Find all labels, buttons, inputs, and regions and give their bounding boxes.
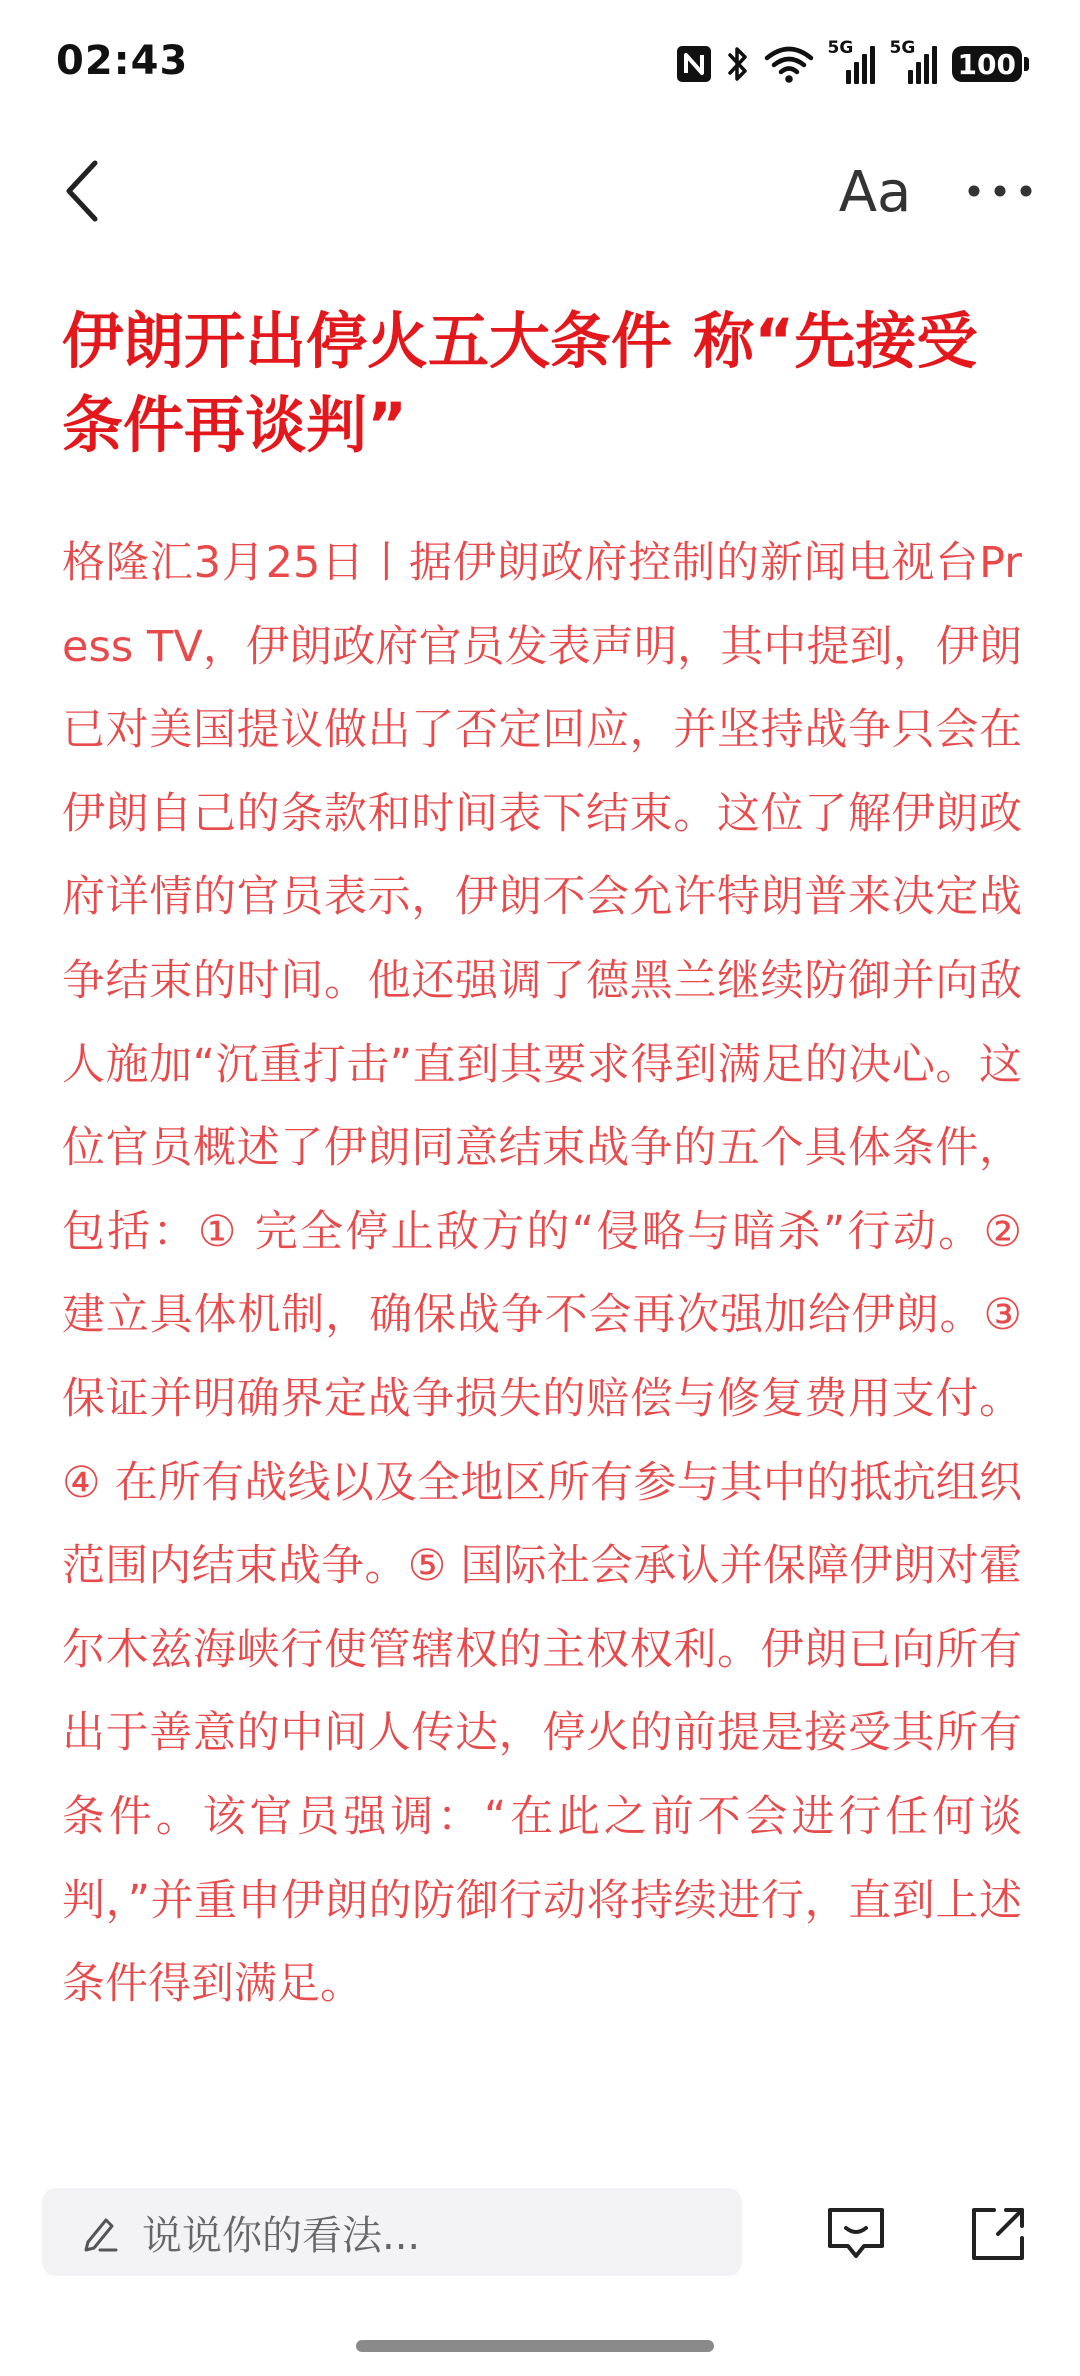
top-nav-bar [0,126,1080,256]
back-button[interactable] [48,156,118,226]
status-bar [0,0,1080,126]
comment-input[interactable] [42,2188,742,2276]
signal-icon [889,38,938,86]
more-button[interactable] [950,156,1050,226]
wifi-icon [764,44,814,84]
comment-placeholder: 说说你的看法... [142,2212,421,2259]
pencil-icon [80,2212,120,2252]
article-body: 格隆汇3月25日丨据伊朗政府控制的新闻电视台Press TV，伊朗政府官员发表声明，其中提到，伊朗已对美国提议做出了否定回应，并坚持战争只会在伊朗自己的条款和时间表下结束。这位了解伊朗政府详情的官员表示，伊朗不会允许特朗普来决定战争结束的时间。他还强调了德黑兰继续防御并向敌人施加“沉重打击”直到其要求得到满足的决心。这位官员概述了伊朗同意结束战争的五个具体条件，包括：① 完全停止敌方的“侵略与暗杀”行动。② 建立具体机制，确保战争不会再次强加给伊朗。③ 保证并明确界定战争损失的赔偿与修复费用支付。④ 在所有战线以及全地区所有参与其中的抵抗组织范围内结束战争。⑤ 国际社会承认并保障伊朗对霍尔木兹海峡行使管辖权的主权权利。伊朗已向所有出于善意的中间人传达，停火的前提是接受其所有条件。该官员强调：“在此之前不会进行任何谈判，”并重申伊朗的防御行动将持续进行，直到上述条件得到满足。 [62,538,1022,2010]
more-horizontal-icon [967,184,1033,198]
battery-level: 100 [957,47,1016,81]
status-icons [676,40,1022,88]
share-button[interactable] [960,2196,1036,2272]
home-indicator[interactable] [356,2340,714,2352]
battery-icon [952,46,1022,82]
comment-button[interactable] [818,2196,894,2272]
share-icon [968,2204,1028,2264]
back-chevron-icon [63,159,103,223]
status-time: 02:43 [56,38,189,84]
comment-bubble-icon [824,2204,888,2264]
bluetooth-icon [726,44,750,84]
font-size-button[interactable]: Aa [838,159,912,225]
nfc-icon [676,45,712,83]
signal-icon [827,38,876,86]
signal-label: 5G [889,38,916,58]
article-title: 伊朗开出停火五大条件 称“先接受条件再谈判” [62,306,978,461]
signal-label: 5G [827,38,854,58]
